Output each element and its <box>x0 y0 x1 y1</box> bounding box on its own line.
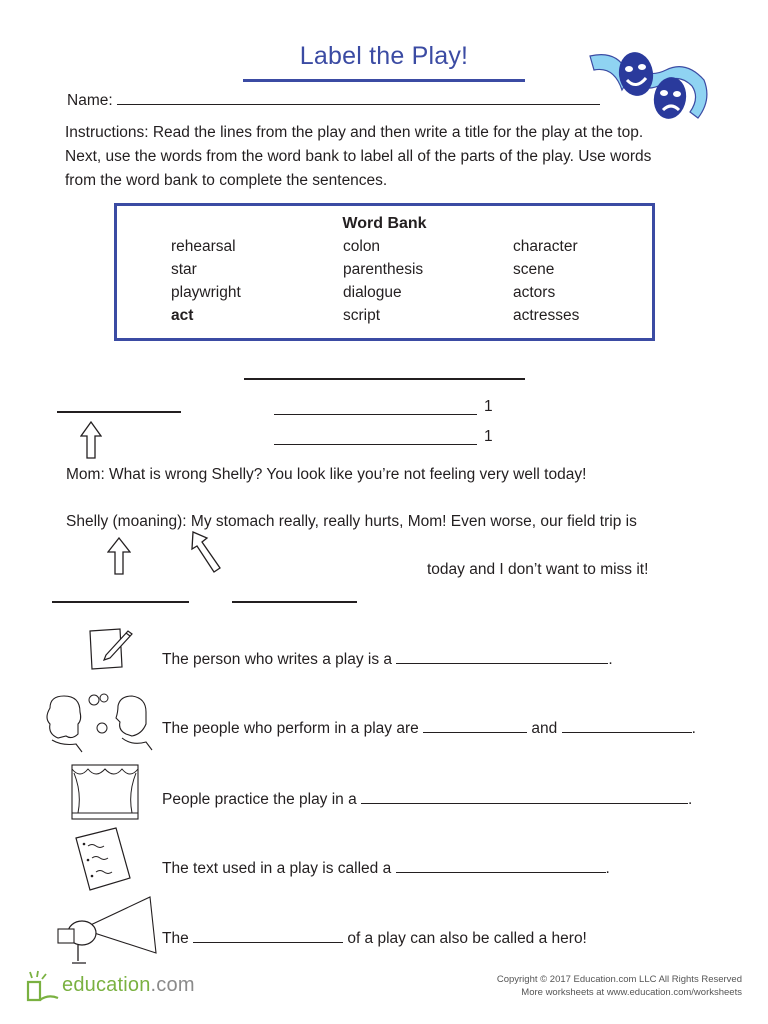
word-bank-item: actresses <box>513 307 580 324</box>
word-bank-item: script <box>343 307 381 324</box>
instructions <box>65 121 725 193</box>
dialogue-mom: Mom: What is wrong Shelly? You look like you’re not feeling very well today! <box>66 466 587 483</box>
word-bank-item: colon <box>343 238 381 255</box>
sentence-actors: The people who perform in a play are and . <box>162 720 696 737</box>
word-bank <box>114 203 655 341</box>
word-bank-item: scene <box>513 261 555 278</box>
word-bank-item: star <box>171 261 197 278</box>
label-blank-characters[interactable] <box>57 411 181 413</box>
dialogue-shelly-line-2: today and I don’t want to miss it! <box>427 561 649 578</box>
sentence-script: The text used in a play is called a . <box>162 860 610 877</box>
education-logo[interactable] <box>24 970 195 1004</box>
name-blank[interactable] <box>117 91 600 105</box>
word-bank-item: rehearsal <box>171 238 236 255</box>
answer-blank[interactable] <box>361 791 688 804</box>
word-bank-item: character <box>513 238 578 255</box>
word-bank-item: dialogue <box>343 284 402 301</box>
theatre-masks-icon <box>586 40 716 126</box>
up-arrow-icon <box>80 421 102 459</box>
answer-blank[interactable] <box>396 651 608 664</box>
name-row <box>67 89 600 113</box>
logo-text: education <box>62 974 151 997</box>
spotlight-icon <box>52 893 160 969</box>
name-label: Name: <box>67 92 113 109</box>
sentence-rehearsal: People practice the play in a . <box>162 791 693 808</box>
paper-pencil-icon <box>84 625 136 671</box>
diagonal-arrow-icon <box>190 530 222 574</box>
worksheets-link[interactable]: More worksheets at www.education.com/worksheets <box>521 987 742 998</box>
instructions-line: Instructions: Read the lines from the play and then write a title for the play at the top. <box>65 124 644 141</box>
people-talking-icon <box>42 690 154 754</box>
word-bank-heading: Word Bank <box>342 215 427 232</box>
page-title: Label the Play! <box>299 42 469 70</box>
answer-blank[interactable] <box>396 860 606 873</box>
act-label-blank[interactable] <box>274 414 477 415</box>
word-bank-item: playwright <box>171 284 241 301</box>
dialogue-shelly-line-1: Shelly (moaning): My stomach really, really hurts, Mom! Even worse, our field trip is <box>66 513 637 530</box>
answer-blank[interactable] <box>423 720 527 733</box>
instructions-line: from the word bank to complete the sentences. <box>65 172 388 189</box>
script-pages-icon <box>72 826 136 894</box>
answer-blank[interactable] <box>562 720 692 733</box>
stage-icon <box>70 763 140 821</box>
word-bank-item: parenthesis <box>343 261 424 278</box>
label-blank-character-name[interactable] <box>52 601 189 603</box>
copyright-notice <box>497 973 742 999</box>
scene-label-blank[interactable] <box>274 444 477 445</box>
scene-number: 1 <box>484 428 493 445</box>
instructions-line: Next, use the words from the word bank to label all of the parts of the play. Use words <box>65 148 652 165</box>
up-arrow-icon <box>107 537 131 575</box>
word-bank-item: act <box>171 307 194 324</box>
word-bank-item: actors <box>513 284 556 301</box>
play-title-blank[interactable] <box>244 378 525 380</box>
answer-blank[interactable] <box>193 930 343 943</box>
book-logo-icon <box>24 970 62 1004</box>
sentence-star: The of a play can also be called a hero! <box>162 930 587 947</box>
act-number: 1 <box>484 398 493 415</box>
title-underline <box>243 79 525 82</box>
copyright-line: Copyright © 2017 Education.com LLC All Rights Reserved <box>496 974 742 985</box>
sentence-playwright: The person who writes a play is a . <box>162 651 613 668</box>
logo-suffix: .com <box>150 974 195 997</box>
label-blank-parenthesis[interactable] <box>232 601 357 603</box>
